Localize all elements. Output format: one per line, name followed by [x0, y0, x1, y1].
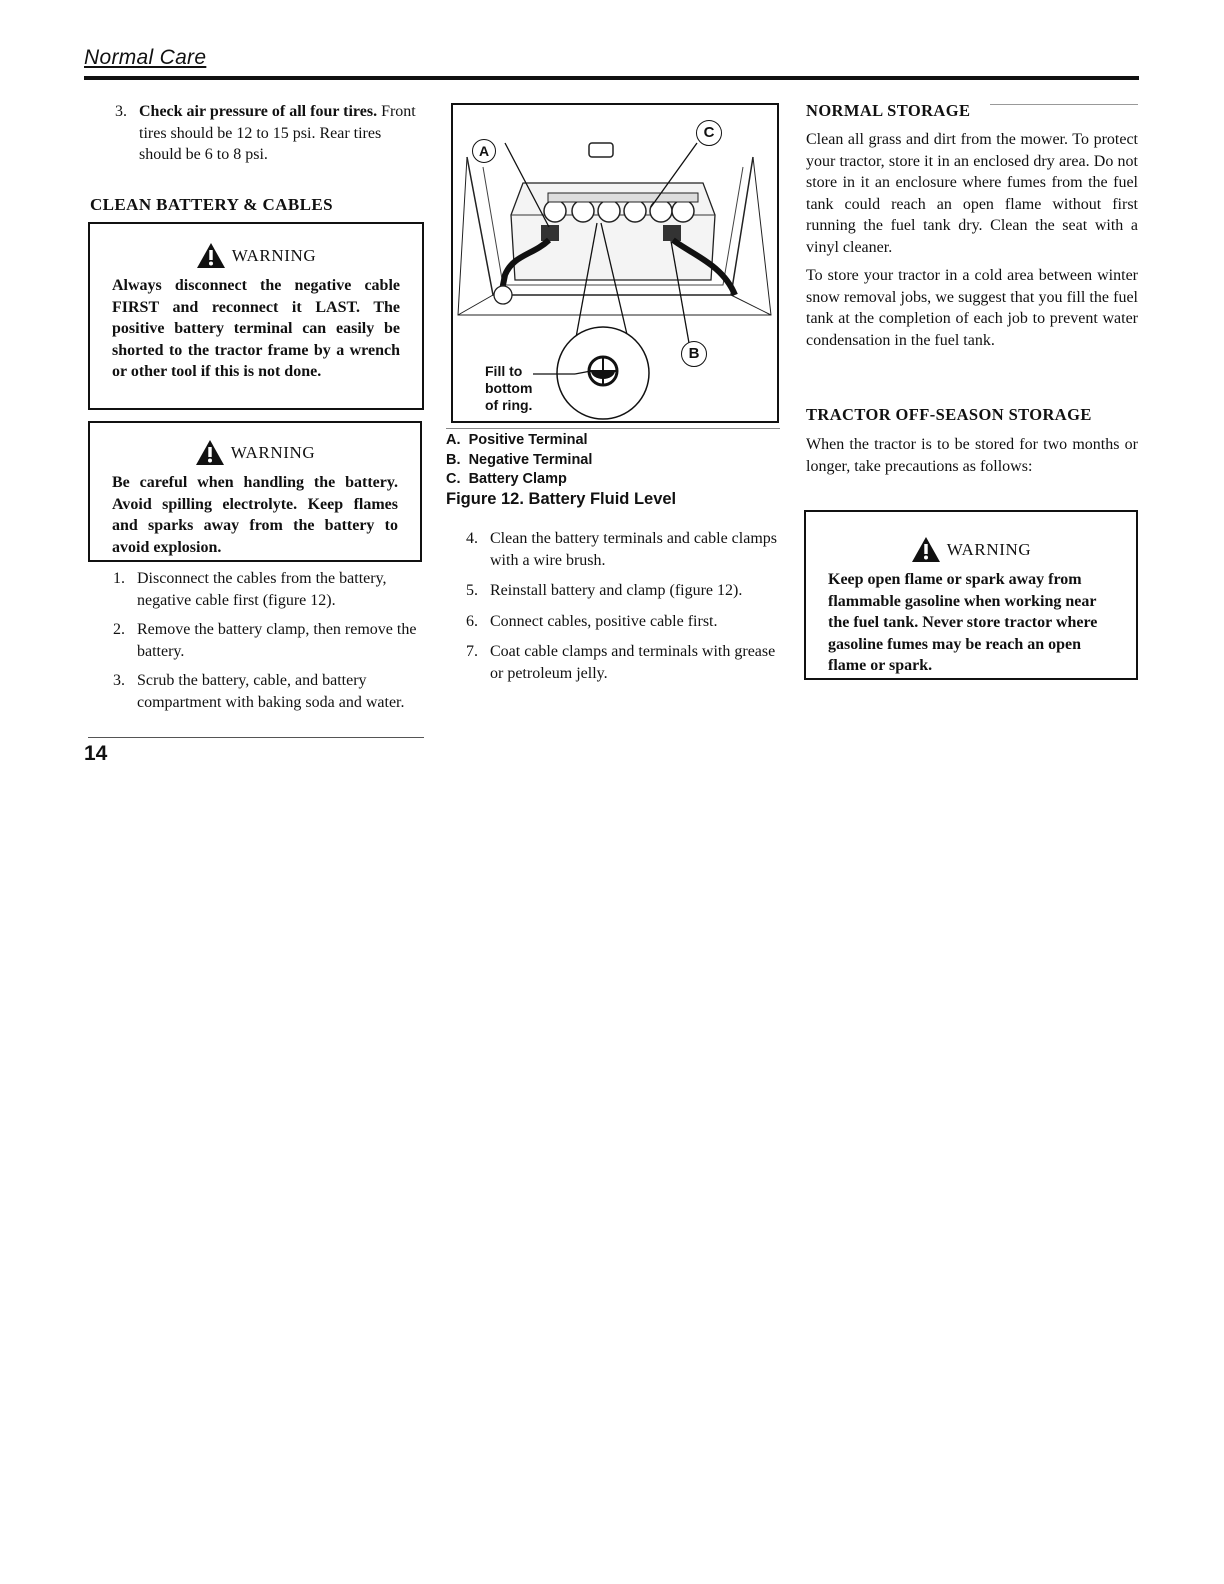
item-number: 7. — [466, 643, 478, 660]
legend-label: Battery Clamp — [468, 471, 567, 487]
figure-legend — [446, 431, 592, 490]
item-text: Front tires should be 12 to 15 psi. Rear tires should be 6 to 8 psi. — [139, 103, 416, 163]
fill-note — [485, 363, 532, 414]
section-heading-normal-storage: NORMAL STORAGE — [806, 101, 971, 120]
warning-triangle-icon — [911, 536, 941, 563]
legend-key: C. — [446, 471, 461, 487]
warning-label: WARNING — [230, 442, 316, 462]
paragraph: When the tractor is to be stored for two months or longer, take precautions as follows: — [806, 436, 1138, 475]
warning-header — [828, 536, 1114, 563]
legend-item — [446, 470, 592, 490]
legend-item — [446, 431, 592, 451]
section-heading-offseason: TRACTOR OFF-SEASON STORAGE — [806, 405, 1092, 424]
warning-header — [112, 439, 398, 466]
item-number: 4. — [466, 530, 478, 547]
section-header: Normal Care — [84, 46, 207, 69]
paragraph: To store your tractor in a cold area between winter snow removal jobs, we suggest that you fill the fuel tank at the completion of each job to prevent water condensation in the fuel tank. — [806, 267, 1138, 349]
callout-c: C — [696, 120, 722, 146]
item-text: Connect cables, positive cable first. — [490, 612, 718, 630]
list-item — [113, 670, 423, 713]
warning-text: Be careful when handling the battery. Avoid spilling electrolyte. Keep flames and sparks away from the battery to avoid explosion. — [112, 474, 398, 556]
list-item — [466, 641, 778, 684]
warning-header — [112, 242, 400, 269]
list-item — [466, 528, 778, 571]
item-number: 3. — [115, 103, 127, 120]
caption-rule — [446, 428, 780, 429]
item-number: 2. — [113, 621, 125, 638]
legend-item — [446, 451, 592, 471]
steps-list-middle — [466, 528, 778, 692]
item-text: Clean the battery terminals and cable clamps with a wire brush. — [490, 530, 777, 569]
list-item — [466, 611, 778, 633]
column-divider — [88, 737, 424, 738]
header-rule — [84, 76, 1139, 80]
warning-box-battery — [88, 421, 422, 562]
warning-triangle-icon — [195, 439, 225, 466]
item-text: Disconnect the cables from the battery, negative cable first (figure 12). — [137, 570, 387, 609]
figure-battery-diagram — [451, 103, 779, 423]
legend-key: B. — [446, 451, 461, 468]
heading-rule — [990, 104, 1138, 105]
warning-label: WARNING — [946, 539, 1032, 559]
list-item — [113, 619, 423, 662]
item-text: Scrub the battery, cable, and battery compartment with baking soda and water. — [137, 672, 405, 711]
section-heading-battery: CLEAN BATTERY & CABLES — [90, 195, 333, 214]
steps-list-left — [113, 568, 423, 721]
callout-a: A — [472, 139, 496, 163]
item-number: 3. — [113, 672, 125, 689]
warning-box-cables — [88, 222, 424, 410]
offseason-text — [806, 434, 1138, 484]
item-number: 6. — [466, 612, 478, 630]
item-text: Remove the battery clamp, then remove the battery. — [137, 621, 417, 660]
item-number: 1. — [113, 570, 125, 587]
figure-title: Figure 12. Battery Fluid Level — [446, 490, 677, 508]
item-text: Coat cable clamps and terminals with grease or petroleum jelly. — [490, 643, 776, 682]
warning-triangle-icon — [196, 242, 226, 269]
fill-note-line: bottom — [485, 380, 533, 396]
warning-label: WARNING — [231, 245, 317, 265]
warning-text: Always disconnect the negative cable FIRST and reconnect it LAST. The positive battery terminal can easily be shorted to the tractor frame by a wrench or other tool if this is not done. — [112, 277, 400, 380]
item-text: Reinstall battery and clamp (figure 12). — [490, 582, 743, 599]
warning-text: Keep open flame or spark away from flammable gasoline when working near the fuel tank. Never store tractor where gasoline fumes may be reach an open flame or spark. — [828, 571, 1098, 674]
list-item — [113, 568, 423, 611]
legend-label: Positive Terminal — [468, 432, 588, 448]
page-number: 14 — [84, 742, 108, 765]
item-bold-text: Check air pressure of all four tires. — [139, 103, 378, 120]
fill-note-line: of ring. — [485, 397, 533, 413]
legend-label: Negative Terminal — [468, 451, 593, 468]
paragraph: Clean all grass and dirt from the mower. To protect your tractor, store it in an enclosed dry area. Do not store in it an enclosure where fumes from the fuel tank could reach an open flame without first running the fuel tank dry. Clean the seat with a vinyl cleaner. — [806, 131, 1138, 256]
fill-note-line: Fill to — [485, 363, 523, 379]
legend-key: A. — [446, 432, 461, 448]
item-number: 5. — [466, 582, 478, 599]
list-item — [466, 580, 778, 602]
warning-box-fuel — [804, 510, 1138, 680]
normal-storage-text — [806, 129, 1138, 358]
tire-pressure-item — [115, 101, 425, 174]
callout-b: B — [681, 341, 707, 367]
